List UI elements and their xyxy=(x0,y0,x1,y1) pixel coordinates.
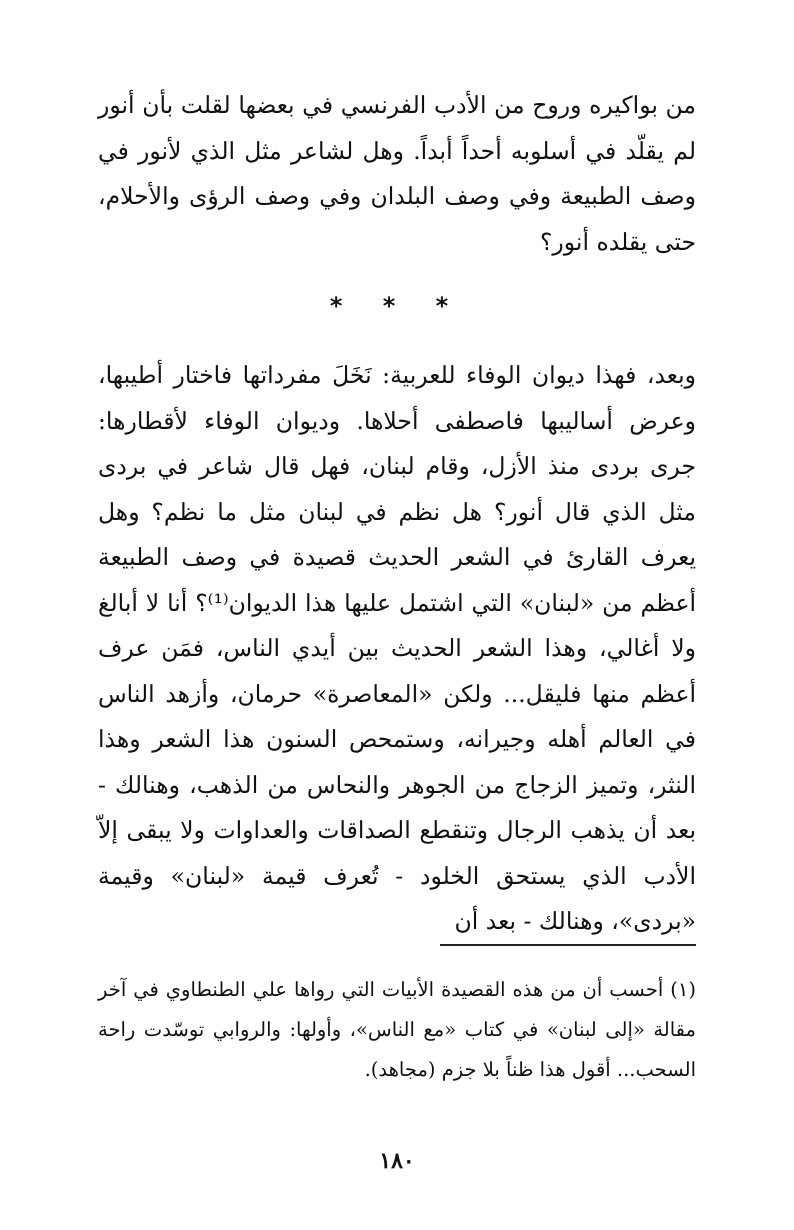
footnote xyxy=(98,970,696,1090)
paragraph-1 xyxy=(98,83,696,265)
footnote-marker: (١) xyxy=(670,978,696,1001)
paragraph-1-text: من بواكيره وروح من الأدب الفرنسي في بعضها لقلت بأن أنور لم يقلّد في أسلوبه أحداً أبداً. وهل لشاعر مثل الذي لأنور في وصف الطبيعة وفي وصف البلدان وفي وصف الرؤى والأحلام، حتى يقلده أنور؟ xyxy=(98,91,696,256)
paragraph-2 xyxy=(98,353,696,945)
footnote-text: أحسب أن من هذه القصيدة الأبيات التي رواها علي الطنطاوي في آخر مقالة «إلى لبنان» في كتاب «مع الناس»، وأولها: والروابي توسّدت راحة السحب... أقول هذا ظناً بلا جزم (مجاهد). xyxy=(98,978,696,1081)
paragraph-2-text: وبعد، فهذا ديوان الوفاء للعربية: نَخَلَ مفرداتها فاختار أطيبها، وعرض أساليبها فاصطفى أحلاها. وديوان الوفاء لأقطارها: جرى بردى منذ الأزل، وقام لبنان، فهل قال شاعر في بردى مثل الذي قال أنور؟ هل نظم في لبنان مثل ما نظم؟ وهل يعرف القارئ في الشعر الحديث قصيدة في وصف الطبيعة أعظم من «لبنان» التي اشتمل عليها هذا الديوان⁽¹⁾؟ أنا لا أبالغ ولا أغالي، وهذا الشعر الحديث بين أيدي الناس، فمَن عرف أعظم منها فليقل... ولكن «المعاصرة» حرمان، وأزهد الناس في العالم أهله وجيرانه، وستمحص السنون هذا الشعر وهذا النثر، وتميز الزجاج من الجوهر والنحاس من الذهب، وهنالك - بعد أن يذهب الرجال وتنقطع الصداقات والعداوات ولا يبقى إلاّ الأدب الذي يستحق الخلود - تُعرف قيمة «لبنان» وقيمة «بردى»، وهنالك - بعد أن xyxy=(98,361,696,935)
section-separator: * * * xyxy=(329,292,465,320)
page-number: ١٨٠ xyxy=(379,1148,415,1174)
footnote-divider xyxy=(440,944,696,946)
